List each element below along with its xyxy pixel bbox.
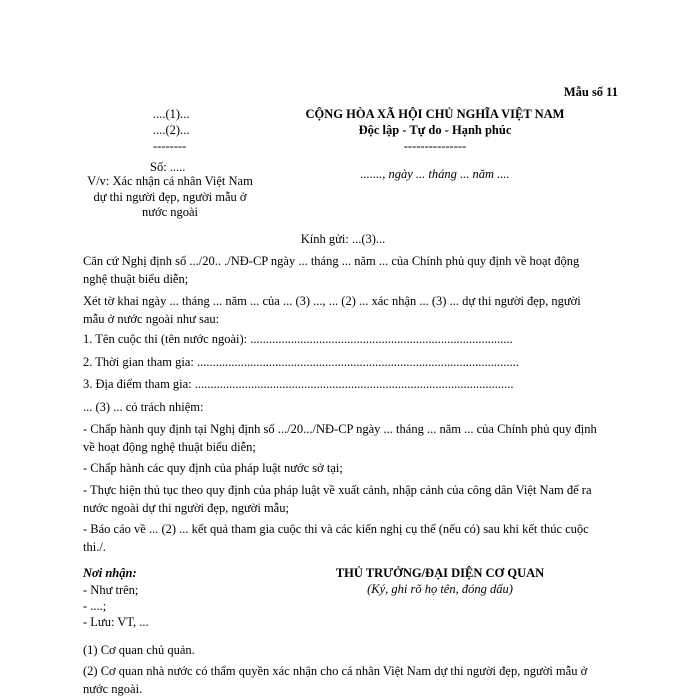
- recipient-line-1: - Như trên;: [83, 583, 139, 597]
- agency-2: ....(2)...: [153, 123, 190, 137]
- national-motto: Độc lập - Tự do - Hạnh phúc: [358, 123, 512, 137]
- duty-1: - Chấp hành quy định tại Nghị định số .../20.../NĐ-CP ngày ... tháng ... năm ... của Chính phủ quy định về hoạt động nghệ thuật biểu diễn;: [83, 422, 597, 454]
- left-header-rule: --------: [153, 139, 187, 153]
- responsibility-intro: ... (3) ... có trách nhiệm:: [83, 400, 204, 414]
- addressee: Kính gửi: ...(3)...: [300, 232, 386, 246]
- item-contest-name: 1. Tên cuộc thi (tên nước ngoài): ....................................................................................: [83, 332, 513, 346]
- form-number: Mẫu số 11: [563, 85, 618, 99]
- right-header-rule: ---------------: [403, 139, 467, 153]
- document-number: Số: .....: [150, 160, 186, 174]
- country-name: CỘNG HÒA XÃ HỘI CHỦ NGHĨA VIỆT NAM: [305, 107, 565, 121]
- item-participation-place: 3. Địa điểm tham gia: ......................................................................................................: [83, 377, 514, 391]
- agency-1: ....(1)...: [153, 107, 190, 121]
- basis-paragraph-2: Xét tờ khai ngày ... tháng ... năm ... của ... (3) ..., ... (2) ... xác nhận ... (3) ... dự thi người đẹp, người mẫu ở nước ngoài như sau:: [83, 294, 581, 326]
- signature-note: (Ký, ghi rõ họ tên, đóng dấu): [367, 582, 513, 596]
- date-line: ......., ngày ... tháng ... năm ....: [360, 167, 510, 181]
- signature-title: THỦ TRƯỞNG/ĐẠI DIỆN CƠ QUAN: [335, 566, 545, 580]
- duty-3: - Thực hiện thủ tục theo quy định của pháp luật về xuất cảnh, nhập cảnh của công dân Việt Nam để ra nước ngoài dự thi người đẹp, người mẫu;: [83, 483, 592, 515]
- recipient-line-3: - Lưu: VT, ...: [83, 615, 149, 629]
- footnote-1: (1) Cơ quan chủ quản.: [83, 643, 195, 657]
- duty-2: - Chấp hành các quy định của pháp luật nước sở tại;: [83, 461, 343, 475]
- basis-paragraph-1: Căn cứ Nghị định số .../20.. ./NĐ-CP ngày ... tháng ... năm ... của Chính phủ quy định về hoạt động nghệ thuật biểu diễn;: [83, 254, 580, 286]
- footnote-2: (2) Cơ quan nhà nước có thẩm quyền xác nhận cho cá nhân Việt Nam dự thi người đẹp, người mẫu ở nước ngoài.: [83, 664, 588, 696]
- recipient-line-2: - ....;: [83, 599, 107, 613]
- recipients-title: Nơi nhận:: [83, 566, 137, 580]
- subject-line: V/v: Xác nhận cá nhân Việt Nam dự thi người đẹp, người mẫu ở nước ngoài: [87, 174, 253, 219]
- duty-4: - Báo cáo về ... (2) ... kết quả tham gia cuộc thi và các kiến nghị cụ thể (nếu có) sau khi kết thúc cuộc thi./.: [83, 522, 589, 554]
- item-participation-time: 2. Thời gian tham gia: .......................................................................................................: [83, 355, 519, 369]
